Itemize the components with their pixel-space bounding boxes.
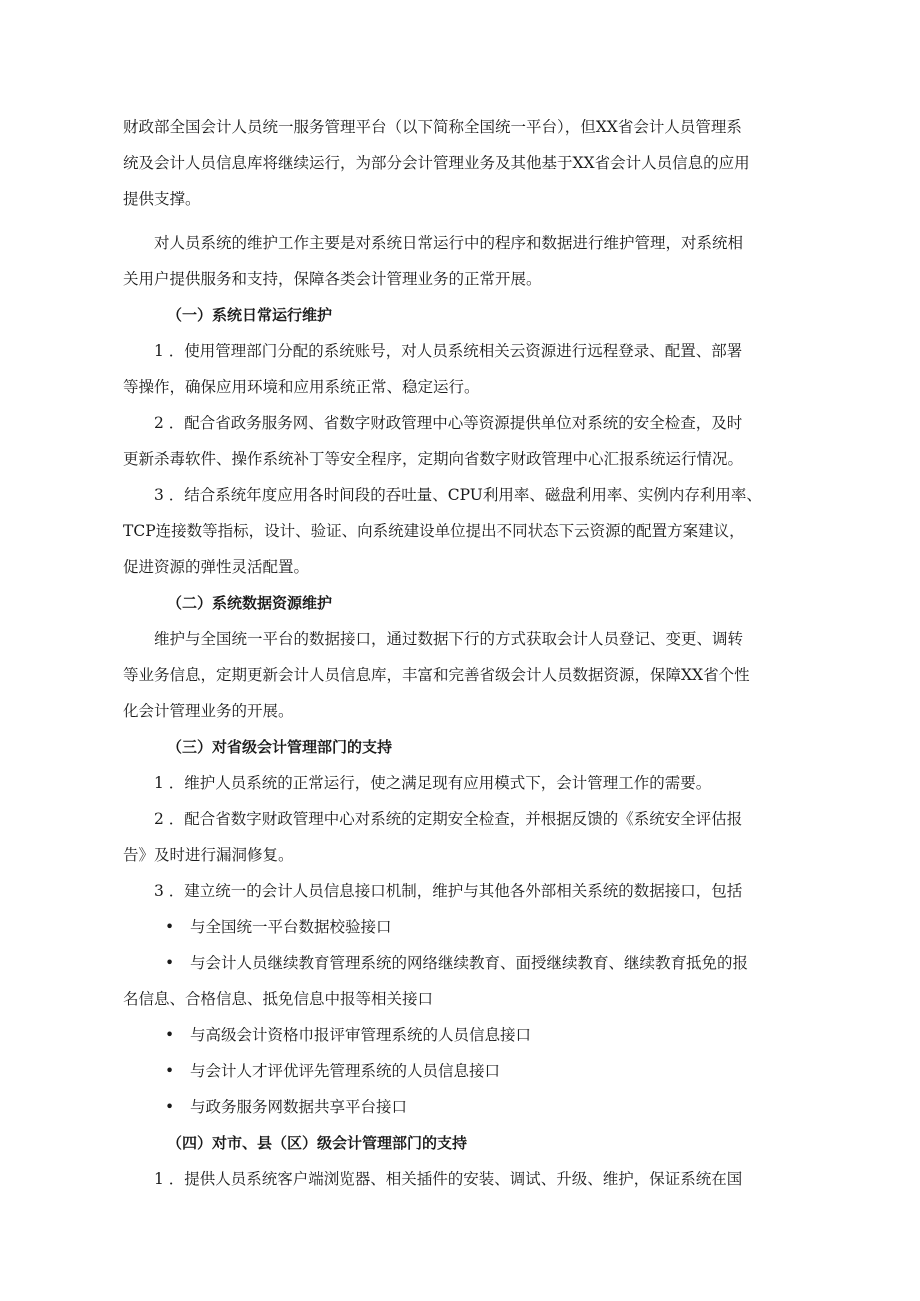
bullet-text: 与会计人员继续教育管理系统的网络继续教育、面授继续教育、继续教育抵免的报 [190,954,749,972]
section-heading-4: （四）对市、县（区）级会计管理部门的支持 [167,1134,468,1152]
bullet-item [123,1017,803,1053]
list-item-line: 告》及时进行漏洞修复。 [123,846,294,864]
list-item-line: 促进资源的弹性灵活配置。 [123,558,310,576]
list-item-line: 3 ．结合系统年度应用各时间段的吞吐量、CPU利用率、磁盘利用率、实例内存利用率、 [154,486,762,504]
bullet-text-continuation: 名信息、合格信息、抵免信息中报等相关接口 [123,990,434,1008]
section-heading-1: （一）系统日常运行维护 [167,306,333,324]
section-heading-2: （二）系统数据资源维护 [167,594,333,612]
list-item-line: 1 ．维护人员系统的正常运行，使之满足现有应用模式下，会计管理工作的需要。 [154,774,712,792]
document-body [123,109,803,1197]
list-item-line: 1 ．使用管理部门分配的系统账号，对人员系统相关云资源进行远程登录、配置、部署 [154,342,743,360]
list-item-line: 2 ．配合省数字财政管理中心对系统的定期安全检查，并根据反馈的《系统安全评估报 [154,810,743,828]
list-item-line: TCP连接数等指标，设计、验证、向系统建设单位提出不同状态下云资源的配置方案建议， [123,522,745,540]
bullet-icon: • [165,1062,175,1080]
bullet-item [123,945,803,981]
bullet-item [123,909,803,945]
bullet-item [123,1053,803,1089]
paragraph-line: 提供支撑。 [123,190,201,208]
list-item-line: 等操作，确保应用环境和应用系统正常、稳定运行。 [123,378,480,396]
bullet-icon: • [165,1026,175,1044]
section-heading-3: （三）对省级会计管理部门的支持 [167,738,393,756]
paragraph-line: 化会计管理业务的开展。 [123,702,294,720]
list-item-line: 2 ．配合省政务服务网、省数字财政管理中心等资源提供单位对系统的安全检查，及时 [154,414,743,432]
bullet-text: 与高级会计资格巾报评审管理系统的人员信息接口 [190,1026,532,1044]
list-item-line: 更新杀毒软件、操作系统补丁等安全程序，定期向省数字财政管理中心汇报系统运行情况。 [123,450,744,468]
paragraph-line: 维护与全国统一平台的数据接口，通过数据下行的方式获取会计人员登记、变更、调转 [154,630,744,648]
bullet-text: 与全国统一平台数据校验接口 [190,918,392,936]
bullet-icon: • [165,1098,175,1116]
bullet-icon: • [165,918,175,936]
paragraph-line: 等业务信息，定期更新会计人员信息库，丰富和完善省级会计人员数据资源，保障XX省个性 [123,666,750,684]
paragraph-line: 对人员系统的维护工作主要是对系统日常运行中的程序和数据进行维护管理，对系统相 [154,234,744,252]
paragraph-line: 财政部全国会计人员统一服务管理平台（以下简称全国统一平台），但XX省会计人员管理系 [123,118,742,136]
paragraph-line: 统及会计人员信息库将继续运行，为部分会计管理业务及其他基于XX省会计人员信息的应用 [123,154,750,172]
bullet-text: 与会计人才评优评先管理系统的人员信息接口 [190,1062,501,1080]
list-item-line: 1 ．提供人员系统客户端浏览器、相关插件的安装、调试、升级、维护，保证系统在国 [154,1170,743,1188]
bullet-item [123,1089,803,1125]
paragraph-line: 关用户提供服务和支持，保障各类会计管理业务的正常开展。 [123,270,542,288]
list-item-line: 3 ．建立统一的会计人员信息接口机制，维护与其他各外部相关系统的数据接口，包括 [154,882,743,900]
bullet-icon: • [165,954,175,972]
bullet-text: 与政务服务网数据共享平台接口 [190,1098,408,1116]
